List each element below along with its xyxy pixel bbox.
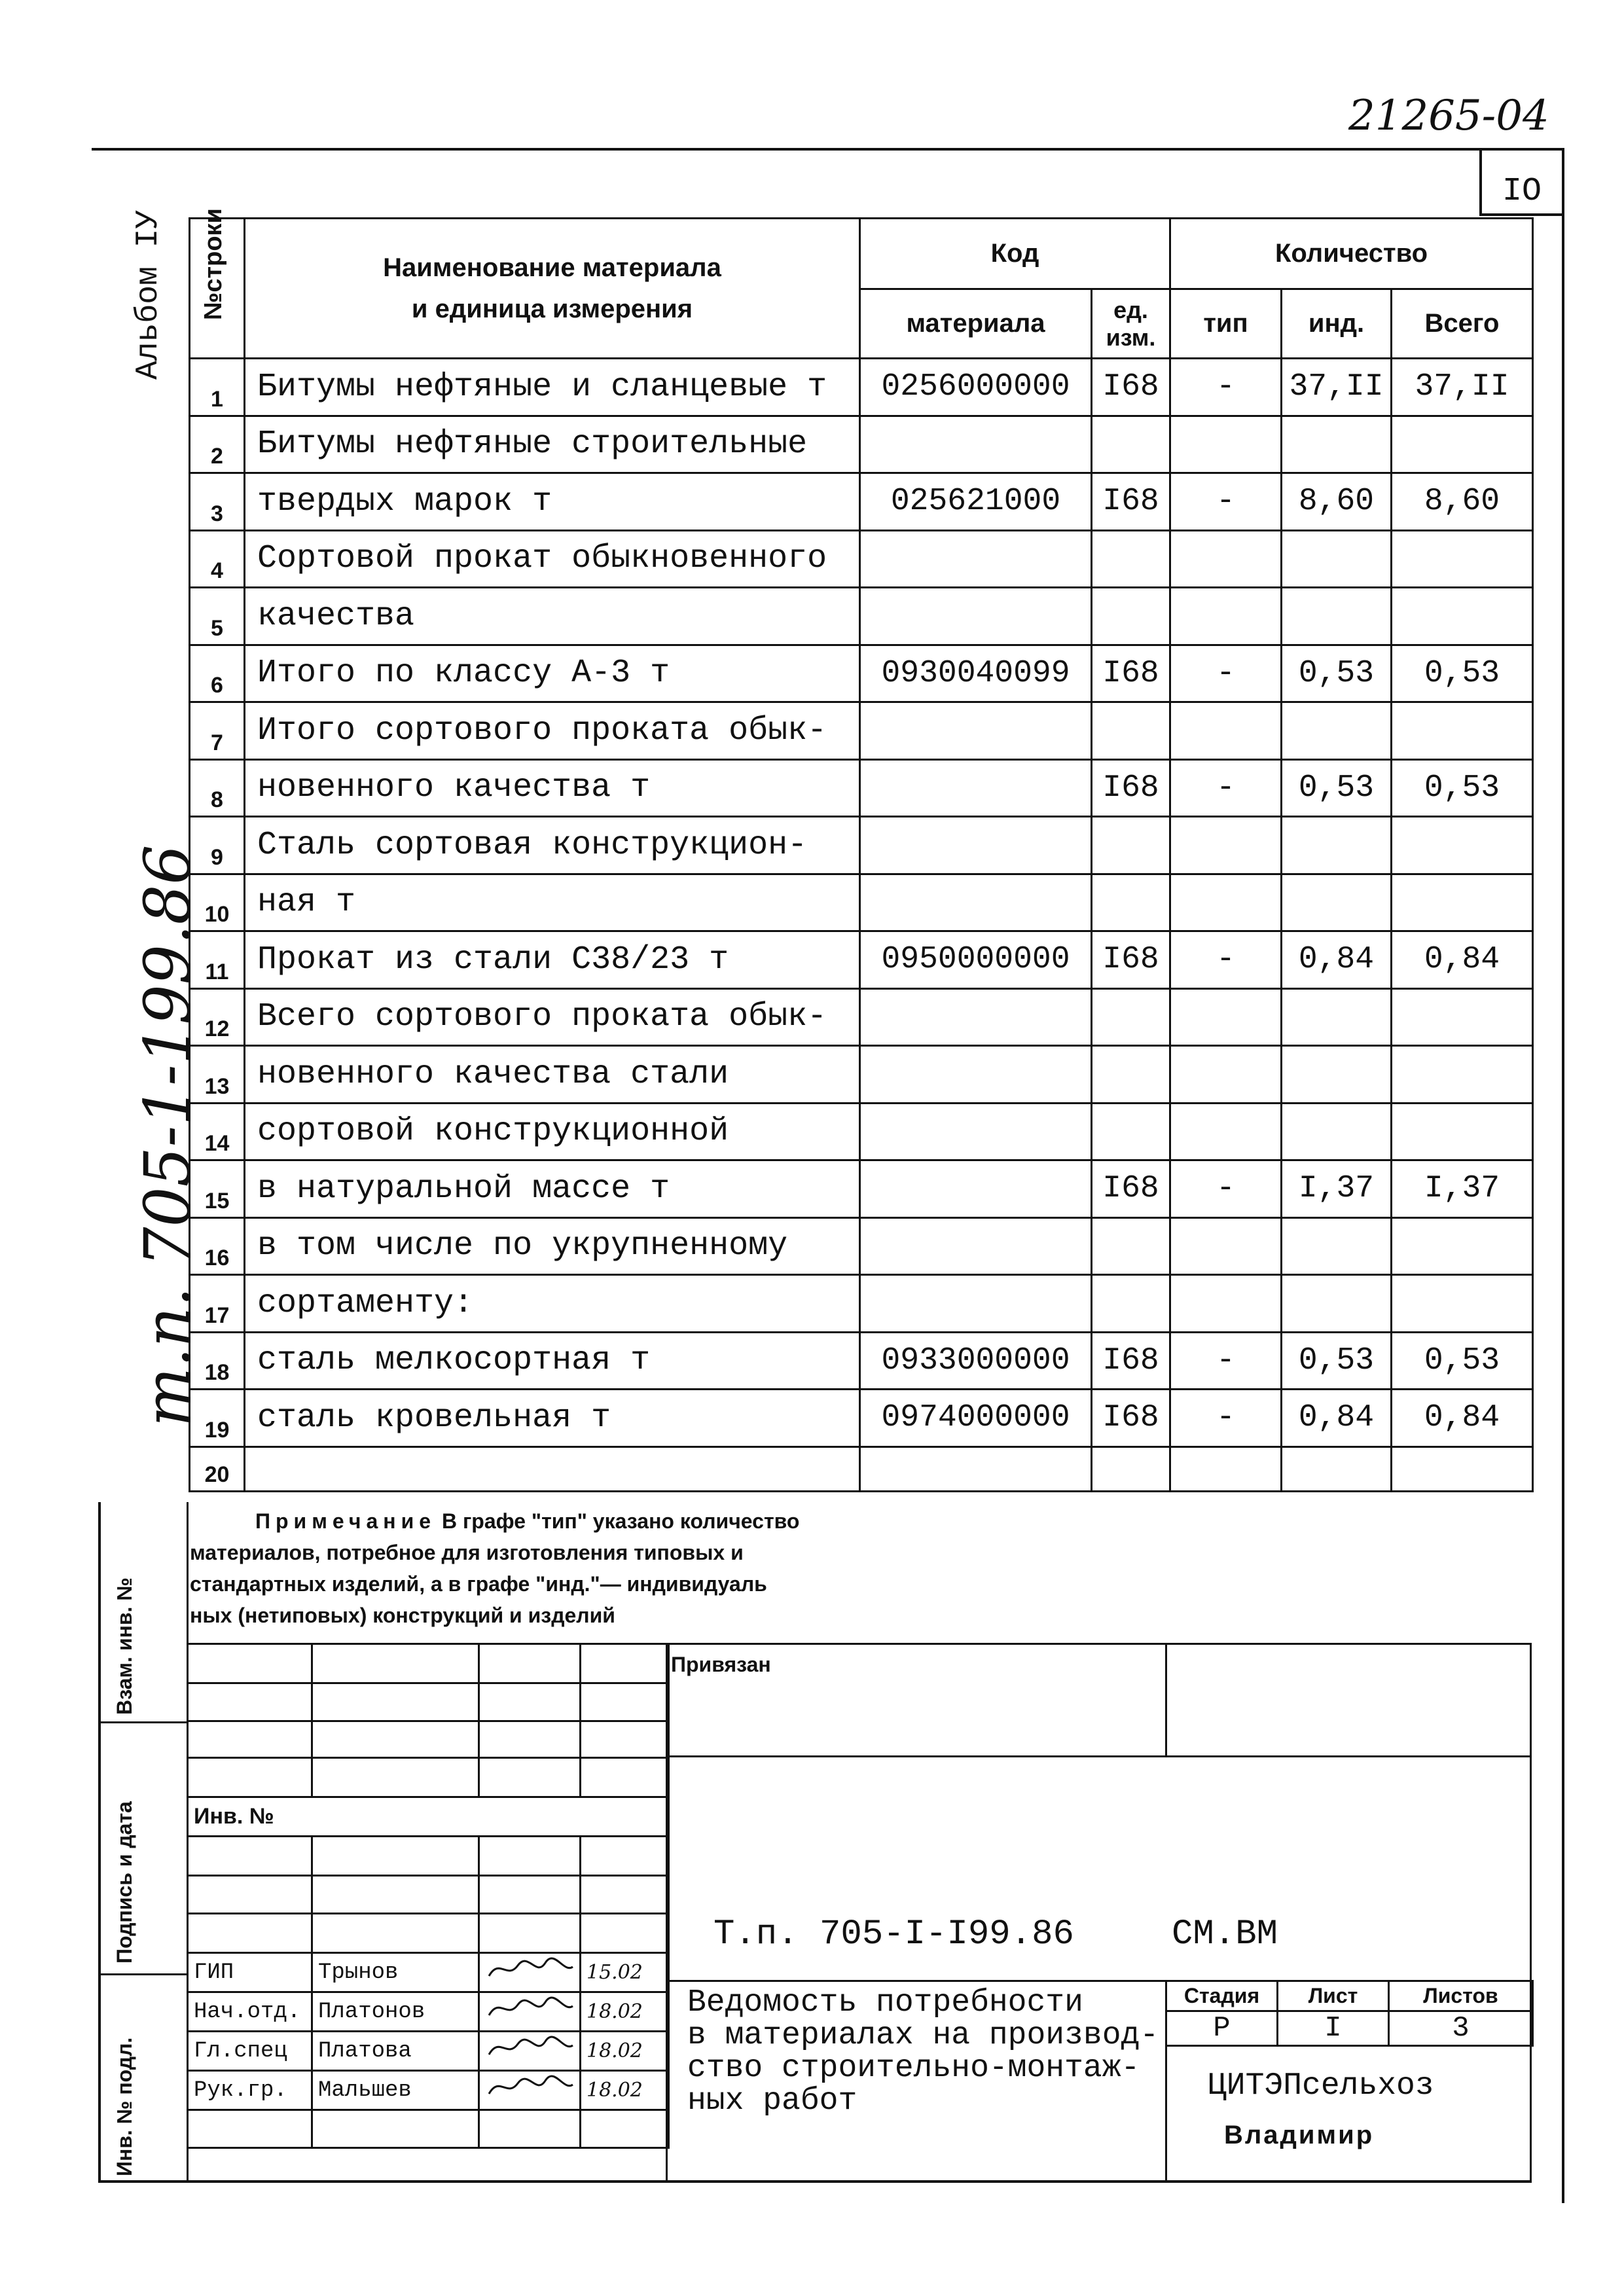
right-margin-line <box>1562 148 1564 2203</box>
table-row <box>190 588 1533 645</box>
signature <box>479 2071 581 2110</box>
row-material-name: Сталь сортовая конструкцион- <box>245 817 860 874</box>
org-city: Владимир <box>1224 2121 1375 2149</box>
row-unit-code: I68 <box>1092 1390 1170 1447</box>
row-qty-ind <box>1282 1046 1392 1104</box>
signer-name: Платова <box>312 2032 479 2071</box>
row-qty-ind <box>1282 416 1392 473</box>
signature-date: 18.02 <box>581 2032 669 2071</box>
table-row <box>190 931 1533 989</box>
row-qty-type: - <box>1170 1160 1282 1218</box>
materials-table <box>189 208 1534 1492</box>
row-unit-code <box>1092 817 1170 874</box>
row-qty-total <box>1392 1217 1533 1275</box>
row-material-code: 0930040099 <box>860 645 1092 702</box>
row-material-code <box>860 1275 1092 1333</box>
row-material-code: 0933000000 <box>860 1332 1092 1390</box>
row-qty-ind <box>1282 702 1392 760</box>
row-unit-code <box>1092 1275 1170 1333</box>
row-material-name: ная т <box>245 874 860 931</box>
row-qty-type <box>1170 874 1282 931</box>
row-material-name: новенного качества стали <box>245 1046 860 1104</box>
row-unit-code: I68 <box>1092 645 1170 702</box>
signer-role: ГИП <box>188 1953 312 1992</box>
row-material-name <box>245 1446 860 1491</box>
row-material-code <box>860 588 1092 645</box>
side-label-signature: Подпись и дата <box>113 1801 136 1964</box>
row-qty-total: 37,II <box>1392 359 1533 416</box>
row-number: 8 <box>190 759 245 817</box>
header-rownum-label: №строки <box>200 208 227 320</box>
row-material-name: Итого сортового проката обык- <box>245 702 860 760</box>
signature <box>479 1992 581 2032</box>
project-code: Т.п. 705-I-I99.86 <box>713 1914 1074 1954</box>
signature-date: 18.02 <box>581 2071 669 2110</box>
signer-role: Нач.отд. <box>188 1992 312 2032</box>
inv-no-label: Инв. № <box>194 1804 274 1829</box>
sheets-value: 3 <box>1389 2011 1533 2046</box>
row-material-name: Битумы нефтяные и сланцевые т <box>245 359 860 416</box>
row-unit-code <box>1092 1103 1170 1160</box>
table-row <box>190 702 1533 760</box>
table-row <box>190 416 1533 473</box>
row-material-name: Итого по классу А-3 т <box>245 645 860 702</box>
row-material-name: Сортовой прокат обыкновенного <box>245 530 860 588</box>
signature-row <box>188 1953 669 1992</box>
row-material-name: сталь кровельная т <box>245 1390 860 1447</box>
row-qty-ind <box>1282 588 1392 645</box>
header-name-line1: Наименование материала <box>383 253 721 282</box>
signature <box>479 1953 581 1992</box>
doc-title-line4: ных работ <box>687 2083 857 2119</box>
row-qty-type: - <box>1170 931 1282 989</box>
row-material-code <box>860 759 1092 817</box>
note-line4: ных (нетиповых) конструкций и изделий <box>190 1604 615 1627</box>
table-row <box>190 817 1533 874</box>
row-qty-type <box>1170 1275 1282 1333</box>
row-material-code <box>860 1446 1092 1491</box>
row-qty-type <box>1170 530 1282 588</box>
privyazan-label: Привязан <box>671 1653 771 1676</box>
row-number: 6 <box>190 645 245 702</box>
row-material-code <box>860 1217 1092 1275</box>
table-row <box>190 988 1533 1046</box>
signer-name: Мальшев <box>312 2071 479 2110</box>
signature-row <box>188 1992 669 2032</box>
row-unit-code <box>1092 702 1170 760</box>
row-qty-total: 0,84 <box>1392 1390 1533 1447</box>
sheet-label: Лист <box>1278 1981 1389 2011</box>
row-qty-ind <box>1282 1275 1392 1333</box>
sheet-number: IO <box>1502 173 1542 210</box>
row-qty-type: - <box>1170 645 1282 702</box>
row-unit-code <box>1092 988 1170 1046</box>
row-material-name: в том числе по укрупненному <box>245 1217 860 1275</box>
row-unit-code <box>1092 1046 1170 1104</box>
row-material-code: 0974000000 <box>860 1390 1092 1447</box>
row-number: 20 <box>190 1446 245 1491</box>
row-number: 9 <box>190 817 245 874</box>
signature-date: 15.02 <box>581 1953 669 1992</box>
privyazan-divider <box>1165 1643 1167 1757</box>
row-material-code: 025621000 <box>860 473 1092 531</box>
row-number: 19 <box>190 1390 245 1447</box>
row-unit-code <box>1092 530 1170 588</box>
row-qty-type <box>1170 817 1282 874</box>
row-number: 10 <box>190 874 245 931</box>
row-qty-type <box>1170 416 1282 473</box>
row-number: 1 <box>190 359 245 416</box>
row-number: 7 <box>190 702 245 760</box>
stage-label: Стадия <box>1166 1981 1278 2011</box>
row-qty-type <box>1170 588 1282 645</box>
note-line2: материалов, потребное для изготовления типовых и <box>190 1541 744 1564</box>
row-material-code <box>860 874 1092 931</box>
row-material-name: Битумы нефтяные строительные <box>245 416 860 473</box>
table-row <box>190 1332 1533 1390</box>
signer-role: Гл.спец <box>188 2032 312 2071</box>
row-number: 18 <box>190 1332 245 1390</box>
note-prefix: Примечание <box>255 1509 437 1533</box>
note-line1: В графе "тип" указано количество <box>436 1509 800 1533</box>
row-qty-ind: 0,84 <box>1282 931 1392 989</box>
stamp-left-sep1 <box>98 1721 189 1723</box>
row-number: 16 <box>190 1217 245 1275</box>
row-qty-total <box>1392 1446 1533 1491</box>
row-material-code <box>860 1160 1092 1218</box>
row-material-name: сортовой конструкционной <box>245 1103 860 1160</box>
doc-number: 21265-04 <box>1348 92 1549 140</box>
row-material-name: качества <box>245 588 860 645</box>
row-qty-ind: 8,60 <box>1282 473 1392 531</box>
row-qty-total <box>1392 874 1533 931</box>
row-qty-total <box>1392 1046 1533 1104</box>
row-material-name: в натуральной массе т <box>245 1160 860 1218</box>
row-material-code <box>860 702 1092 760</box>
table-row <box>190 1446 1533 1491</box>
row-number: 3 <box>190 473 245 531</box>
row-unit-code <box>1092 588 1170 645</box>
table-row <box>190 1275 1533 1333</box>
header-code-unit: ед. изм. <box>1092 289 1170 359</box>
row-material-name: сортаменту: <box>245 1275 860 1333</box>
row-qty-total <box>1392 1275 1533 1333</box>
table-row <box>190 473 1533 531</box>
row-qty-type <box>1170 1446 1282 1491</box>
row-material-code <box>860 988 1092 1046</box>
sheets-label: Листов <box>1389 1981 1533 2011</box>
stage-table <box>1165 1980 1534 2047</box>
top-rule <box>92 148 1564 151</box>
table-row <box>190 359 1533 416</box>
row-unit-code <box>1092 416 1170 473</box>
row-material-code <box>860 1103 1092 1160</box>
table-row <box>190 1160 1533 1218</box>
row-qty-total <box>1392 530 1533 588</box>
header-code: Код <box>860 219 1170 289</box>
header-qty-ind: инд. <box>1282 289 1392 359</box>
stamp-left-sep2 <box>98 1973 189 1975</box>
signature-row <box>188 2032 669 2071</box>
side-label-inv-podl: Инв. № подл. <box>113 2037 136 2176</box>
row-unit-code: I68 <box>1092 1332 1170 1390</box>
doc-title-line3: ство строительно-монтаж- <box>687 2051 1140 2086</box>
row-qty-total <box>1392 988 1533 1046</box>
org-divider <box>1165 2042 1167 2183</box>
row-qty-total <box>1392 588 1533 645</box>
table-row <box>190 1103 1533 1160</box>
table-row <box>190 530 1533 588</box>
row-material-code <box>860 530 1092 588</box>
note-line3: стандартных изделий, а в графе "инд."— индивидуаль <box>190 1572 767 1596</box>
row-number: 15 <box>190 1160 245 1218</box>
row-material-code: 0950000000 <box>860 931 1092 989</box>
row-material-code <box>860 817 1092 874</box>
row-qty-total <box>1392 817 1533 874</box>
row-qty-ind: 0,84 <box>1282 1390 1392 1447</box>
row-number: 12 <box>190 988 245 1046</box>
row-number: 4 <box>190 530 245 588</box>
row-qty-total <box>1392 416 1533 473</box>
header-qty-type: тип <box>1170 289 1282 359</box>
side-label-vzam: Взам. инв. № <box>113 1577 136 1715</box>
header-rownum <box>190 208 245 359</box>
doc-title-line2: в материалах на производ- <box>687 2018 1159 2053</box>
row-qty-ind: 0,53 <box>1282 1332 1392 1390</box>
row-unit-code <box>1092 874 1170 931</box>
row-qty-type <box>1170 988 1282 1046</box>
signature-row <box>188 2071 669 2110</box>
row-qty-type: - <box>1170 1390 1282 1447</box>
sheet-value: I <box>1278 2011 1389 2046</box>
signer-name: Платонов <box>312 1992 479 2032</box>
row-number: 5 <box>190 588 245 645</box>
signature-date: 18.02 <box>581 1992 669 2032</box>
table-body <box>190 359 1533 1492</box>
row-unit-code <box>1092 1446 1170 1491</box>
row-unit-code <box>1092 1217 1170 1275</box>
row-qty-total <box>1392 1103 1533 1160</box>
stage-value: Р <box>1166 2011 1278 2046</box>
row-qty-ind <box>1282 1217 1392 1275</box>
row-qty-ind: I,37 <box>1282 1160 1392 1218</box>
row-number: 14 <box>190 1103 245 1160</box>
row-number: 2 <box>190 416 245 473</box>
row-qty-total: 8,60 <box>1392 473 1533 531</box>
row-qty-total: 0,84 <box>1392 931 1533 989</box>
row-unit-code: I68 <box>1092 759 1170 817</box>
header-name-line2: и единица измерения <box>411 294 693 323</box>
row-qty-total: 0,53 <box>1392 645 1533 702</box>
row-qty-type <box>1170 1046 1282 1104</box>
org-name: ЦИТЭПсельхоз <box>1208 2068 1434 2104</box>
row-unit-code: I68 <box>1092 473 1170 531</box>
album-label: Альбом IУ <box>131 209 166 380</box>
row-qty-type: - <box>1170 359 1282 416</box>
table-row <box>190 759 1533 817</box>
row-material-name: новенного качества т <box>245 759 860 817</box>
row-qty-total: I,37 <box>1392 1160 1533 1218</box>
row-number: 17 <box>190 1275 245 1333</box>
doc-title-line1: Ведомость потребности <box>687 1985 1083 2021</box>
row-qty-ind: 0,53 <box>1282 645 1392 702</box>
row-qty-total <box>1392 702 1533 760</box>
row-unit-code: I68 <box>1092 931 1170 989</box>
sheet-box <box>1479 148 1564 216</box>
row-material-name: сталь мелкосортная т <box>245 1332 860 1390</box>
row-qty-type <box>1170 1217 1282 1275</box>
privyazan-box <box>666 1643 1532 1757</box>
row-qty-type: - <box>1170 1332 1282 1390</box>
row-material-name: Всего сортового проката обык- <box>245 988 860 1046</box>
row-qty-ind <box>1282 530 1392 588</box>
row-qty-total: 0,53 <box>1392 1332 1533 1390</box>
row-qty-ind <box>1282 817 1392 874</box>
signer-role: Рук.гр. <box>188 2071 312 2110</box>
row-material-name: твердых марок т <box>245 473 860 531</box>
doc-title <box>687 1986 1159 2117</box>
signature <box>479 2032 581 2071</box>
table-row <box>190 1217 1533 1275</box>
header-qty-total: Всего <box>1392 289 1533 359</box>
table-row <box>190 1046 1533 1104</box>
row-qty-ind <box>1282 874 1392 931</box>
table-row <box>190 1390 1533 1447</box>
doc-code: СМ.ВМ <box>1172 1914 1278 1954</box>
row-qty-type <box>1170 1103 1282 1160</box>
signer-name: Трынов <box>312 1953 479 1992</box>
header-qty: Количество <box>1170 219 1533 289</box>
row-qty-type <box>1170 702 1282 760</box>
table-row <box>190 874 1533 931</box>
row-qty-ind <box>1282 988 1392 1046</box>
row-qty-ind: 0,53 <box>1282 759 1392 817</box>
row-qty-type: - <box>1170 473 1282 531</box>
row-qty-ind <box>1282 1103 1392 1160</box>
header-code-material: материала <box>860 289 1092 359</box>
row-unit-code: I68 <box>1092 1160 1170 1218</box>
row-qty-total: 0,53 <box>1392 759 1533 817</box>
row-material-name: Прокат из стали С38/23 т <box>245 931 860 989</box>
table-row <box>190 645 1533 702</box>
stamp-grid <box>187 1643 670 2149</box>
row-number: 13 <box>190 1046 245 1104</box>
row-qty-type: - <box>1170 759 1282 817</box>
row-material-code <box>860 416 1092 473</box>
row-material-code: 0256000000 <box>860 359 1092 416</box>
row-qty-ind: 37,II <box>1282 359 1392 416</box>
row-number: 11 <box>190 931 245 989</box>
row-unit-code: I68 <box>1092 359 1170 416</box>
handwritten-project-code: т.п. 705-1-199.86 <box>131 844 204 1427</box>
row-qty-ind <box>1282 1446 1392 1491</box>
header-name <box>245 219 860 359</box>
row-material-code <box>860 1046 1092 1104</box>
